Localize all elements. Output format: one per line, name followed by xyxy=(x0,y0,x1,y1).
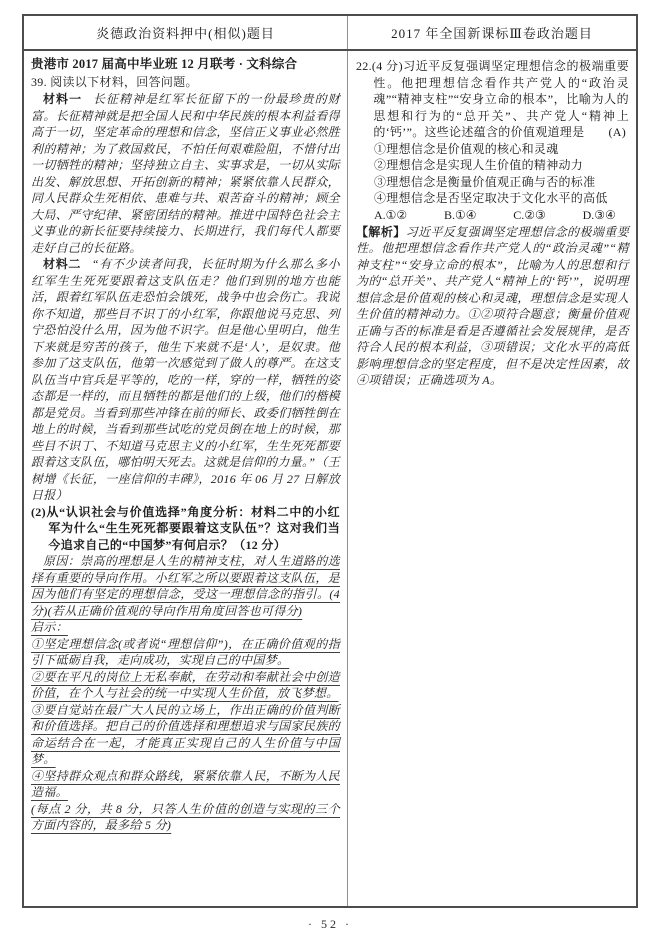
question-22-text: 22.(4 分)习近平反复强调坚定理想信念的极端重要性。他把理想信念看作共产党人的“政治灵魂”“精神支柱”“安身立命的根本”，比喻为人的思想和行为的“总开关”、共产党人“精神上的‘钙’”。这些论述蕴含的价值观道理是 xyxy=(356,59,629,139)
option-1: ①理想信念是价值观的核心和灵魂 xyxy=(374,141,559,156)
material-2-text: “有不少读者问我，长征时期为什么那么多小红军生生死死要跟着这支队伍走？他们到别的地方也能活，跟着红军队伍走恐怕会饿死，战争中也会伤亡。我说你不知道，那些目不识丁的小红军，你跟他说马克思、列宁恐怕没什么用，因为他不识字。但是他心里明白，他生下来就是穷苦的孩子，他生下来就不是‘人’，是奴隶。他参加了这支队伍，他第一次感觉到了做人的尊严。在这支队伍当中官兵是平等的，吃的一样，穿的一样，牺牲的姿态都是一样的，而且牺牲的都是他们的上级，他们的楷模都是党员。当看到那些冲锋在前的师长、政委们牺牲倒在地上的时候，当看到那些试吃的党员倒在地上的时候，那些目不识丁、不知道马克思主义的小红军，生生死死都要跟着这支队伍，哪怕明天死去。这就是信仰的力量。”（王树增《长征，一座信仰的丰碑》，2016 年 06 月 27 日解放日报） xyxy=(31,257,340,502)
material-1 xyxy=(31,91,340,256)
table-header-row xyxy=(24,16,636,51)
answer-hint-label: 启示： xyxy=(31,620,68,634)
table-body-row xyxy=(24,51,636,906)
header-cell-exam-question xyxy=(348,16,636,49)
material-1-label: 材料一 xyxy=(43,92,83,106)
material-1-text: 长征精神是红军长征留下的一份最珍贵的财富。长征精神就是把全国人民和中华民族的根本利益看得高于一切，坚定革命的理想和信念，坚信正义事业必然胜利的精神；为了救国救民，不怕任何艰难险阻，不惜付出一切牺牲的精神；坚持独立自主、实事求是，一切从实际出发、解放思想、开拓创新的精神；紧紧依靠人民群众，同人民群众生死相依、患难与共、艰苦奋斗的精神；顾全大局、严守纪律、紧密团结的精神。推进中国特色社会主义事业的新长征要持续接力、长期进行，我们每代人都要走好自己的长征路。 xyxy=(31,92,341,255)
choice-a: A.①② xyxy=(374,207,408,222)
option-4: ④理想信念是否坚定取决于文化水平的高低 xyxy=(374,191,608,205)
answer-point-4: ④坚持群众观点和群众路线，紧紧依靠人民，不断为人民造福。 xyxy=(31,768,340,799)
question-39-intro: 39. 阅读以下材料，回答问题。 xyxy=(31,75,198,89)
option-3: ③理想信念是衡量价值观正确与否的标准 xyxy=(374,174,596,189)
choice-c: C.②③ xyxy=(513,207,546,222)
analysis-label: 【解析】 xyxy=(356,224,406,239)
answer-point-3: ③要自觉站在最广大人民的立场上，作出正确的价值判断和价值选择。把自己的价值选择和理想追求与国家民族的命运结合在一起，才能真正实现自己的人生价值与中国梦。 xyxy=(31,702,340,766)
right-column-real-exam xyxy=(348,51,636,906)
choice-d: D.③④ xyxy=(582,207,616,222)
comparison-table xyxy=(22,14,638,908)
header-right-title: 2017 年全国新课标Ⅲ卷政治题目 xyxy=(391,26,593,41)
question-39-part2: (2)从“认识社会与价值选择”角度分析：材料二中的小红军为什么“生生死死都要跟着这支队伍”？这对我们当今追求自己的“中国梦”有何启示？（12 分） xyxy=(31,504,340,552)
answer-scoring-note: (每点 2 分，共 8 分，只答人生价值的创造与实现的三个方面内容的，最多给 5 分) xyxy=(31,801,340,832)
answer-point-1: ①坚定理想信念(或者说“理想信仰”)，在正确价值观的指引下砥砺自我，走向成功，实现自己的中国梦。 xyxy=(31,636,340,667)
analysis-text: 习近平反复强调坚定理想信念的极端重要性。他把理想信念看作共产党人的“政治灵魂”“精神支柱”“安身立命的根本”，比喻为人的思想和行为的“总开关”、共产党人“精神上的‘钙’”，说明理想信念是价值观的核心和灵魂，理想信念是实现人生价值的精神动力。①②项符合题意；衡量价值观正确与否的标准是看是否遵循社会发展规律，是否符合人民的根本利益，③项错误；文化水平的高低影响理想信念的坚定程度，但不是决定性因素，故④项错误；正确选项为 A。 xyxy=(356,224,629,387)
material-2 xyxy=(31,256,340,504)
answer-point-2: ②要在平凡的岗位上无私奉献，在劳动和奉献社会中创造价值，在个人与社会的统一中实现人生价值，放飞梦想。 xyxy=(31,669,340,700)
choice-b: B.①④ xyxy=(443,207,477,222)
question-22 xyxy=(356,58,629,141)
exam-title: 贵港市 2017 届高中毕业班 12 月联考 · 文科综合 xyxy=(31,57,298,71)
answer-reason: 原因：崇高的理想是人生的精神支柱，对人生道路的选择有重要的导向作用。小红军之所以要跟着这支队伍，是因为他们有坚定的理想信念，受这一理想信念的指引。(4 分)(若从正确价值观的导向作用角度回答也可得分) xyxy=(31,554,340,618)
choice-row xyxy=(356,207,629,224)
page-number: · 52 · xyxy=(308,917,352,931)
left-column-mock-exam xyxy=(24,51,348,906)
header-cell-similar-question xyxy=(24,16,348,49)
header-left-title: 炎德政治资料押中(相似)题目 xyxy=(96,26,275,41)
material-2-label: 材料二 xyxy=(43,257,82,271)
analysis xyxy=(356,224,629,389)
option-2: ②理想信念是实现人生价值的精神动力 xyxy=(374,158,584,172)
